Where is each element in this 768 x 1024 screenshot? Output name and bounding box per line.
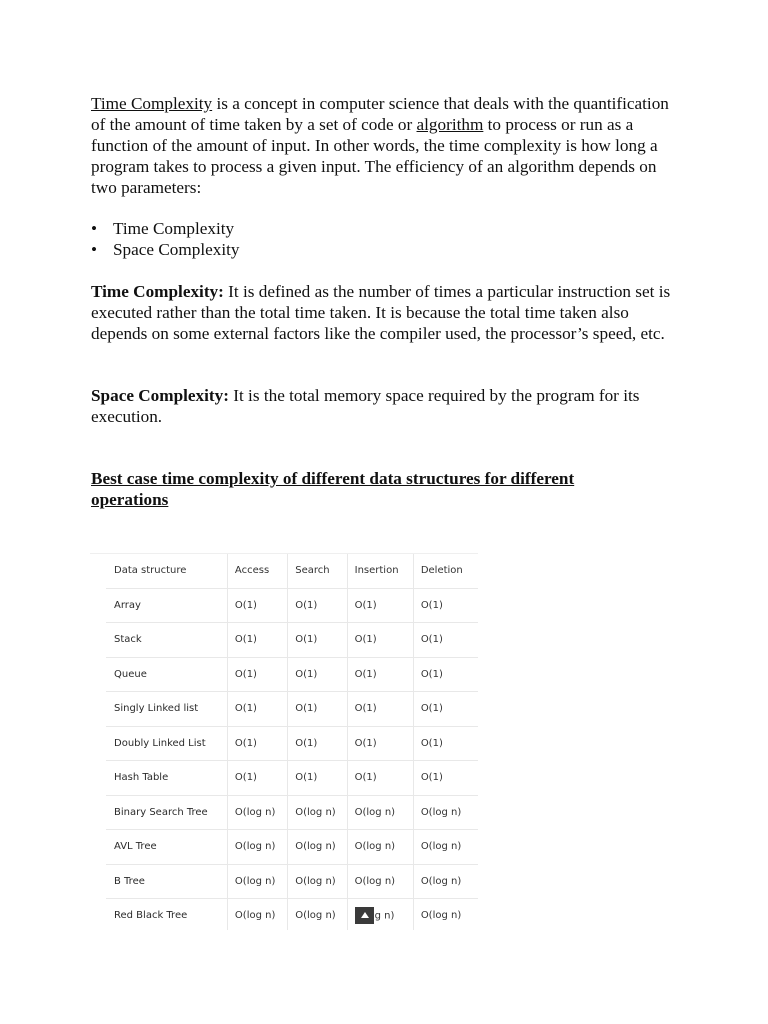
table-cell: Queue <box>106 657 227 692</box>
table-cell: O(1) <box>347 761 413 796</box>
table-cell: O(1) <box>227 657 287 692</box>
definition-text: It is the total memory space required by the program for its execution. <box>91 386 640 426</box>
table-cell: O(1) <box>288 761 347 796</box>
table-cell: O(1) <box>288 623 347 658</box>
table-cell: O(1) <box>413 726 478 761</box>
table-header-row <box>106 554 478 588</box>
table-cell-partial: g n) <box>374 910 395 922</box>
table-cell: O(log n) <box>227 830 287 865</box>
table-cell: O(log n) <box>413 864 478 899</box>
table-cell: O(1) <box>227 761 287 796</box>
table-cell: O(log n) <box>413 830 478 865</box>
table-cell: O(log n) <box>227 864 287 899</box>
column-header: Insertion <box>347 554 413 588</box>
table-cell: O(log n) <box>288 864 347 899</box>
complexity-table-image <box>90 553 478 930</box>
column-header: Deletion <box>413 554 478 588</box>
table-cell: O(1) <box>413 623 478 658</box>
table-cell: Red Black Tree <box>106 899 227 931</box>
table-cell: O(log n) <box>347 864 413 899</box>
table-cell: O(1) <box>288 588 347 623</box>
intro-text-a: is a concept in computer science that deals with the quantification of the amount of time taken by a set of code or <box>91 94 669 134</box>
table-cell: O(1) <box>227 623 287 658</box>
section-heading: Best case time complexity of different data structures for different operations <box>91 469 575 509</box>
table-cell: Doubly Linked List <box>106 726 227 761</box>
table-cell: Array <box>106 588 227 623</box>
table-row <box>106 864 478 899</box>
table-cell: O(1) <box>347 657 413 692</box>
table-row <box>106 899 478 931</box>
table-row <box>106 761 478 796</box>
table-cell: Hash Table <box>106 761 227 796</box>
table-cell: B Tree <box>106 864 227 899</box>
table-cell: O(1) <box>347 726 413 761</box>
table-cell: O(log n) <box>413 795 478 830</box>
table-row <box>106 692 478 727</box>
complexity-table <box>106 554 478 930</box>
table-cell: O(1) <box>288 657 347 692</box>
table-cell: O(log n) <box>347 795 413 830</box>
table-cell: Binary Search Tree <box>106 795 227 830</box>
definition-text: It is defined as the number of times a particular instruction set is executed rather than the total time taken. It is because the total time taken also depends on some external factors like the compiler used, the processor’s speed, etc. <box>91 282 671 343</box>
table-row <box>106 830 478 865</box>
table-cell: O(1) <box>347 588 413 623</box>
list-item: • Time Complexity <box>91 218 240 239</box>
column-header: Search <box>288 554 347 588</box>
table-cell: O(1) <box>413 588 478 623</box>
table-cell: AVL Tree <box>106 830 227 865</box>
table-cell: O(1) <box>227 588 287 623</box>
table-cell: O(1) <box>347 692 413 727</box>
column-header: Access <box>227 554 287 588</box>
parameter-list <box>91 218 240 260</box>
table-cell: O(1) <box>347 623 413 658</box>
table-cell: O(log n) <box>413 899 478 931</box>
column-header: Data structure <box>106 554 227 588</box>
table-cell: O(1) <box>413 761 478 796</box>
table-cell: Stack <box>106 623 227 658</box>
table-cell: O(log n) <box>227 795 287 830</box>
list-item: • Space Complexity <box>91 239 240 260</box>
time-complexity-link[interactable]: Time Complexity <box>91 94 213 113</box>
table-cell: O(1) <box>227 692 287 727</box>
table-cell: O(log n) <box>227 899 287 931</box>
table-cell: O(log n) <box>288 795 347 830</box>
table-cell: O(1) <box>227 726 287 761</box>
time-complexity-definition <box>91 281 681 344</box>
scroll-up-icon[interactable] <box>355 907 374 924</box>
table-row <box>106 657 478 692</box>
table-cell <box>347 899 413 931</box>
algorithm-link[interactable]: algorithm <box>416 115 484 134</box>
table-row <box>106 588 478 623</box>
space-complexity-definition <box>91 385 681 427</box>
intro-paragraph <box>91 93 681 198</box>
definition-label: Time Complexity: <box>91 282 224 301</box>
table-cell: Singly Linked list <box>106 692 227 727</box>
table-cell: O(1) <box>288 726 347 761</box>
intro-text-b: to process or run as a function of the amount of input. In other words, the time complexity is how long a program takes to process a given input. The efficiency of an algorithm depends on two parameters: <box>91 115 658 197</box>
table-row <box>106 795 478 830</box>
table-cell: O(log n) <box>347 830 413 865</box>
table-cell: O(log n) <box>288 830 347 865</box>
table-cell: O(1) <box>288 692 347 727</box>
table-cell: O(1) <box>413 657 478 692</box>
table-row <box>106 623 478 658</box>
definition-label: Space Complexity: <box>91 386 229 405</box>
table-cell: O(log n) <box>288 899 347 931</box>
table-cell: O(1) <box>413 692 478 727</box>
table-row <box>106 726 478 761</box>
